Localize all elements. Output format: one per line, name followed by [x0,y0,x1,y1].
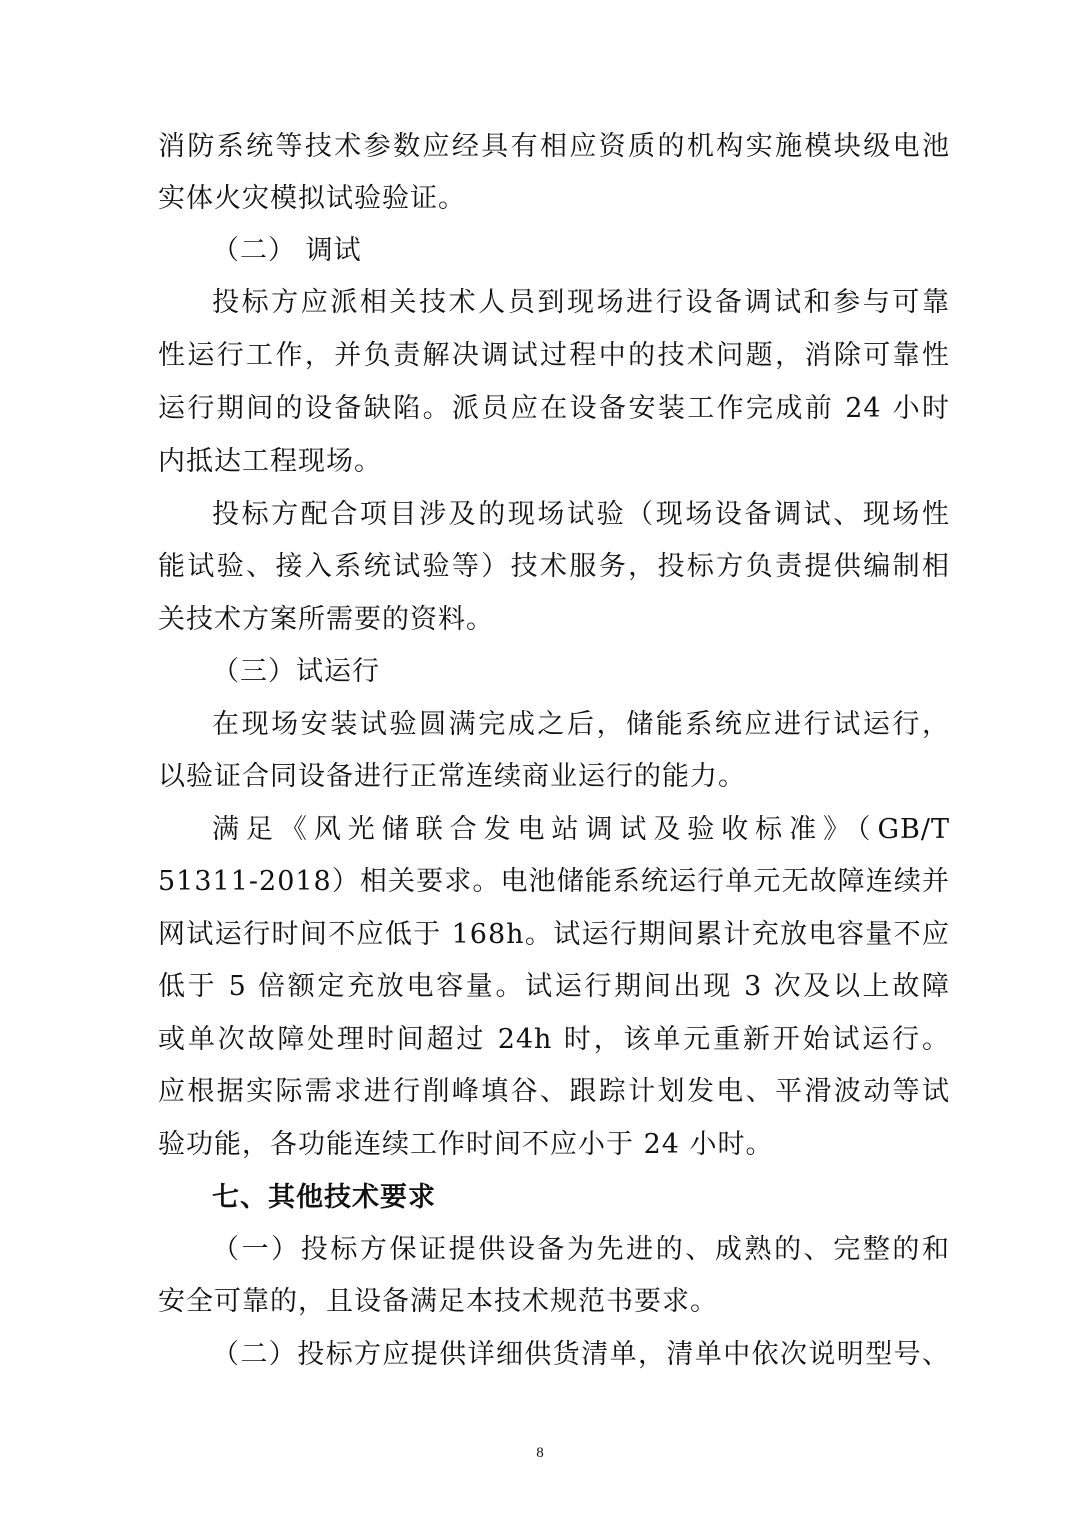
paragraph-line: 或单次故障处理时间超过 24h 时，该单元重新开始试运行。 [158,1024,950,1055]
paragraph-line: 消防系统等技术参数应经具有相应资质的机构实施模块级电池 [158,131,950,162]
paragraph-line: 网试运行时间不应低于 168h。试运行期间累计充放电容量不应 [158,919,950,950]
paragraph-line: 投标方应派相关技术人员到现场进行设备调试和参与可靠 [212,287,950,318]
paragraph-line: （一）投标方保证提供设备为先进的、成熟的、完整的和 [212,1234,950,1265]
paragraph-line: 验功能，各功能连续工作时间不应小于 24 小时。 [158,1129,774,1160]
paragraph-line: 应根据实际需求进行削峰填谷、跟踪计划发电、平滑波动等试 [158,1076,950,1107]
page-number: 8 [536,1445,544,1461]
paragraph-line: （二）投标方应提供详细供货清单，清单中依次说明型号、 [212,1339,950,1370]
paragraph-line: 关技术方案所需要的资料。 [158,604,494,635]
paragraph-line: 能试验、接入系统试验等）技术服务，投标方负责提供编制相 [158,551,950,582]
paragraph-line: 安全可靠的，且设备满足本技术规范书要求。 [158,1286,718,1317]
paragraph-line: 满足《风光储联合发电站调试及验收标准》（GB/T [212,814,950,845]
paragraph-line: 在现场安装试验圆满完成之后，储能系统应进行试运行， [212,709,950,740]
paragraph-line: 51311-2018）相关要求。电池储能系统运行单元无故障连续并 [158,866,950,897]
paragraph-line: 内抵达工程现场。 [158,446,382,477]
paragraph-line: 运行期间的设备缺陷。派员应在设备安装工作完成前 24 小时 [158,393,950,424]
paragraph-line: 以验证合同设备进行正常连续商业运行的能力。 [158,761,746,792]
paragraph-line: 实体火灾模拟试验验证。 [158,183,466,214]
paragraph-line: 投标方配合项目涉及的现场试验（现场设备调试、现场性 [212,499,950,530]
section-heading-trial-run: （三）试运行 [212,656,380,687]
section-heading-debugging: （二） 调试 [212,235,362,266]
paragraph-line: 低于 5 倍额定充放电容量。试运行期间出现 3 次及以上故障 [158,971,950,1002]
paragraph-line: 性运行工作，并负责解决调试过程中的技术问题，消除可靠性 [158,340,950,371]
chapter-heading-other-requirements: 七、其他技术要求 [212,1182,436,1213]
